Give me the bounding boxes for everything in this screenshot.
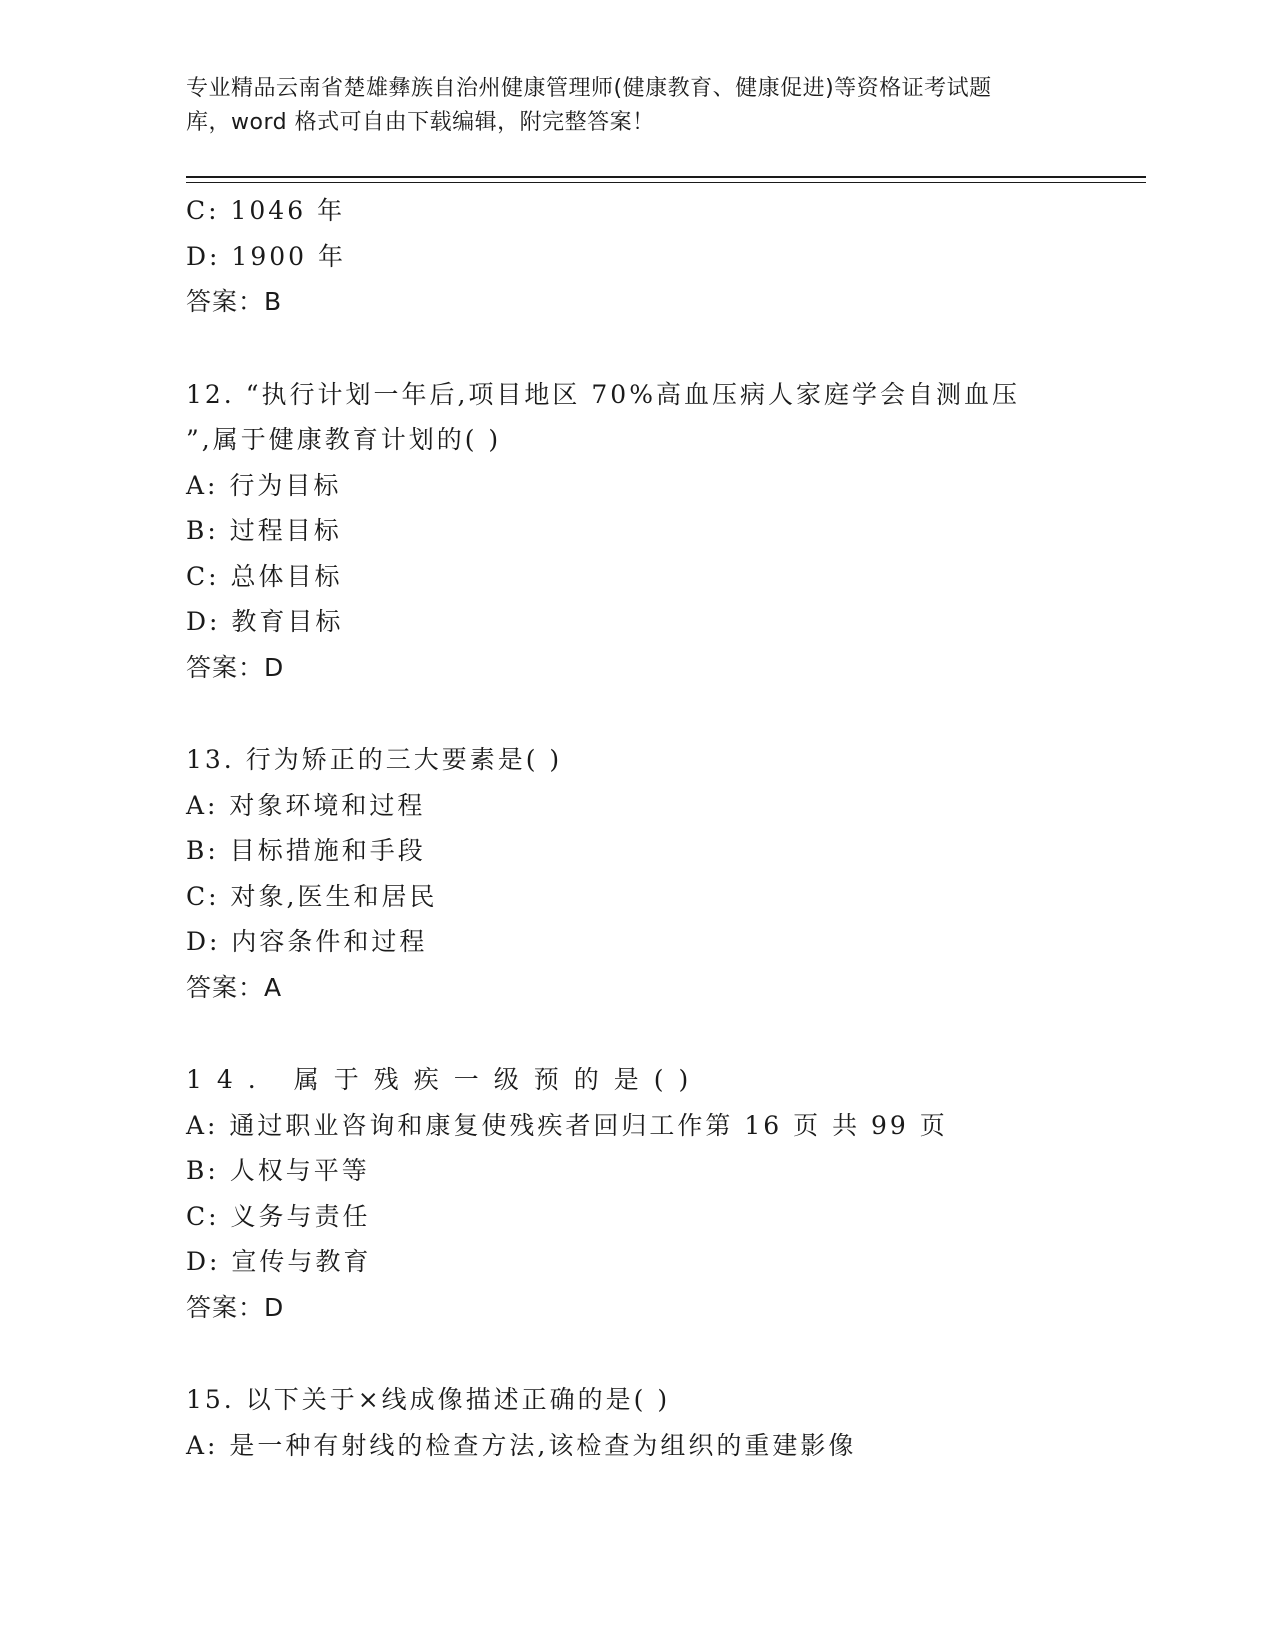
header-divider-thick bbox=[186, 176, 1146, 178]
q12-answer: 答案：D bbox=[186, 652, 285, 682]
question-14 bbox=[186, 1057, 1146, 1330]
q12-stem-line-1: 12. “执行计划一年后,项目地区 70%高血压病人家庭学会自测血压 bbox=[186, 379, 1020, 409]
header-divider-thin bbox=[186, 182, 1146, 183]
q14-option-a: A: 通过职业咨询和康复使残疾者回归工作第 16 页 共 99 页 bbox=[186, 1110, 948, 1140]
q14-option-d: D: 宣传与教育 bbox=[186, 1247, 372, 1276]
q13-stem: 13. 行为矫正的三大要素是( ) bbox=[186, 745, 563, 774]
spacer bbox=[186, 1330, 1146, 1377]
header-line-1: 专业精品云南省楚雄彝族自治州健康管理师(健康教育、健康促进)等资格证考试题 bbox=[186, 76, 992, 101]
q13-option-a: A: 对象环境和过程 bbox=[186, 790, 426, 820]
q15-option-a: A: 是一种有射线的检查方法,该检查为组织的重建影像 bbox=[186, 1430, 857, 1460]
q12-option-a: A: 行为目标 bbox=[186, 470, 342, 500]
q11-option-c: C: 1046 年 bbox=[186, 196, 346, 225]
q13-option-c: C: 对象,医生和居民 bbox=[186, 881, 438, 911]
question-12 bbox=[186, 372, 1146, 691]
q13-answer: 答案：A bbox=[186, 972, 283, 1002]
q14-stem: 14. 属于残疾一级预的是() bbox=[186, 1065, 704, 1094]
q12-option-d: D: 教育目标 bbox=[186, 607, 344, 636]
document-header bbox=[186, 72, 1086, 140]
q13-option-d: D: 内容条件和过程 bbox=[186, 927, 428, 956]
q12-option-b: B: 过程目标 bbox=[186, 516, 342, 545]
q13-option-b: B: 目标措施和手段 bbox=[186, 836, 426, 865]
q11-answer: 答案：B bbox=[186, 287, 283, 316]
q12-option-c: C: 总体目标 bbox=[186, 561, 343, 591]
question-15 bbox=[186, 1377, 1146, 1468]
question-list bbox=[186, 188, 1146, 1468]
q14-option-b: B: 人权与平等 bbox=[186, 1156, 370, 1185]
q14-answer: 答案：D bbox=[186, 1292, 285, 1322]
q15-stem: 15. 以下关于×线成像描述正确的是( ) bbox=[186, 1385, 671, 1414]
header-line-2: 库，word 格式可自由下载编辑，附完整答案！ bbox=[186, 110, 655, 135]
spacer bbox=[186, 1010, 1146, 1057]
spacer bbox=[186, 690, 1146, 737]
q11-option-d: D: 1900 年 bbox=[186, 241, 346, 271]
spacer bbox=[186, 325, 1146, 372]
q12-stem-line-2: ”,属于健康教育计划的( ) bbox=[186, 425, 502, 454]
q14-option-c: C: 义务与责任 bbox=[186, 1201, 371, 1231]
question-13 bbox=[186, 737, 1146, 1010]
question-11 bbox=[186, 188, 1146, 325]
